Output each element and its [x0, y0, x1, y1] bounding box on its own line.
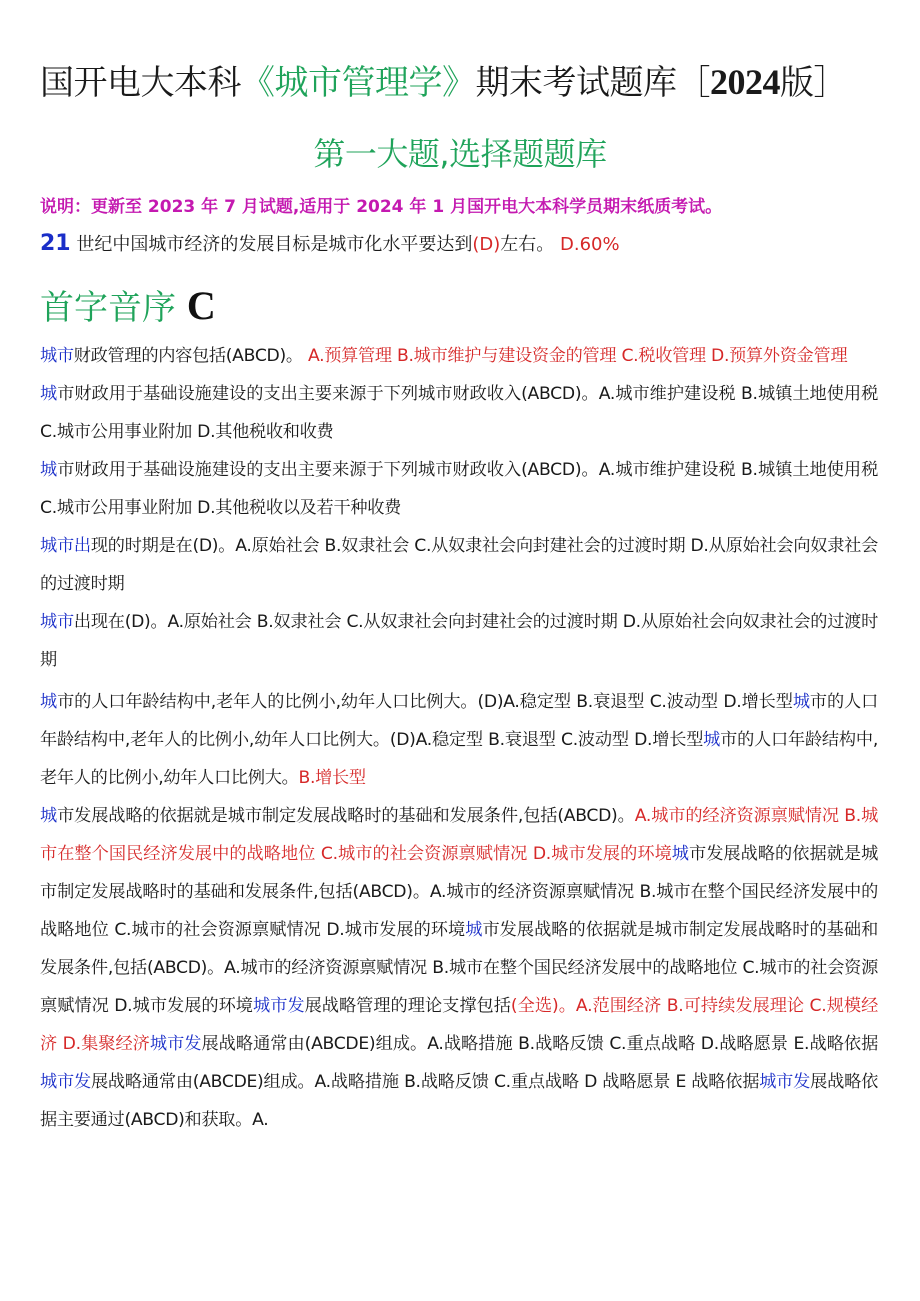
keyword: 城市发	[759, 1072, 811, 1092]
question-text: 市发展战略的依据就是城市制定发展战略时的基础和发展条件,包括(ABCD)。	[57, 806, 635, 826]
list-item	[40, 797, 878, 1139]
keyword: 城	[40, 806, 58, 826]
question-text: 展战略管理的理论支撑包括	[304, 996, 511, 1016]
question-text: 市发展战略的依据就是城市制定发展战略时的基础和发展条件,包括(ABCD)。A.城市的经济资源禀赋情况 B.城市在整个国民经济发展中的战略地位 C.城市的社会资源禀赋情况 D.城市发展的环境	[40, 844, 879, 940]
question-text: 市财政用于基础设施建设的支出主要来源于下列城市财政收入(ABCD)。A.城市维护建设税 B.城镇土地使用税 C.城市公用事业附加 D.其他税收以及若干种收费	[40, 460, 878, 518]
keyword: 城市	[40, 612, 74, 632]
question-option: D.60%	[560, 234, 620, 255]
section-label: 首字音序	[40, 288, 176, 328]
title-course: 《城市管理学》	[241, 63, 476, 103]
question-text: 出现在(D)。A.原始社会 B.奴隶社会 C.从奴隶社会向封建社会的过渡时期 D.从原始社会向奴隶社会的过渡时期	[40, 612, 878, 670]
letter-section-heading	[40, 282, 216, 332]
list-item	[40, 375, 878, 451]
list-item	[40, 451, 878, 527]
question-text: 展战略通常由(ABCDE)组成。A.战略措施 B.战略反馈 C.重点战略 D 战略愿景 E 战略依据	[90, 1072, 760, 1092]
question-answer: (D)	[472, 234, 501, 255]
question-21	[40, 230, 900, 259]
list-item	[40, 603, 878, 679]
question-text: 市的人口年龄结构中,老年人的比例小,幼年人口比例大。	[40, 730, 878, 788]
question-text: 财政管理的内容包括(ABCD)。	[73, 346, 303, 366]
answer-text: B.增长型	[298, 768, 366, 788]
list-item	[40, 337, 878, 375]
keyword: 城市出	[40, 536, 91, 556]
list-item	[40, 527, 878, 603]
list-item	[40, 683, 878, 797]
question-list	[40, 337, 878, 1139]
title-prefix: 国开电大本科	[40, 63, 241, 103]
question-text: 市财政用于基础设施建设的支出主要来源于下列城市财政收入(ABCD)。A.城市维护建设税 B.城镇土地使用税 C.城市公用事业附加 D.其他税收和收费	[40, 384, 878, 442]
title-year: 2024	[710, 62, 780, 102]
question-text: 世纪中国城市经济的发展目标是城市化水平要达到	[76, 234, 473, 255]
question-text: 展战略通常由(ABCDE)组成。A.战略措施 B.战略反馈 C.重点战略 D.战略愿景 E.战略依据	[201, 1034, 878, 1054]
question-tail: 左右。	[500, 234, 555, 255]
keyword: 城	[40, 692, 58, 712]
title-end: 版］	[780, 63, 847, 103]
section-heading: 第一大题,选择题题库	[313, 135, 607, 173]
keyword: 城市发	[40, 1072, 91, 1092]
description-note: 说明：更新至 2023 年 7 月试题,适用于 2024 年 1 月国开电大本科学员期末纸质考试。	[40, 197, 723, 217]
keyword: 城	[465, 920, 483, 940]
question-text: 市的人口年龄结构中,老年人的比例小,幼年人口比例大。(D)A.稳定型 B.衰退型 C.波动型 D.增长型	[57, 692, 793, 712]
keyword: 城市	[40, 346, 74, 366]
question-text: 市的人口年龄结构中,老年人的比例小,幼年人口比例大。(D)A.稳定型 B.衰退型 C.波动型 D.增长型	[40, 692, 879, 750]
page-title	[40, 60, 900, 105]
answer-text: A.城市的经济资源禀赋情况 B.城市在整个国民经济发展中的战略地位 C.城市的社会资源禀赋情况 D.城市发展的环境	[40, 806, 879, 864]
answer-text: (全选)。A.范围经济 B.可持续发展理论 C.规模经济 D.集聚经济	[40, 996, 879, 1054]
question-text: 展战略依据主要通过(ABCD)和获取。A.	[40, 1072, 878, 1130]
section-letter: C	[186, 283, 216, 328]
keyword: 城	[792, 692, 810, 712]
keyword: 城市发	[149, 1034, 202, 1054]
keyword: 城	[703, 730, 721, 750]
keyword: 城	[40, 384, 58, 404]
keyword: 城	[40, 460, 58, 480]
keyword: 城	[671, 844, 689, 864]
answer-text: A.预算管理 B.城市维护与建设资金的管理 C.税收管理 D.预算外资金管理	[307, 346, 848, 366]
title-suffix: 期末考试题库［	[475, 63, 710, 103]
question-number: 21	[40, 231, 71, 256]
keyword: 城市发	[253, 996, 305, 1016]
question-text: 现的时期是在(D)。A.原始社会 B.奴隶社会 C.从奴隶社会向封建社会的过渡时期 D.从原始社会向奴隶社会的过渡时期	[40, 536, 878, 594]
question-text: 市发展战略的依据就是城市制定发展战略时的基础和发展条件,包括(ABCD)。A.城市的经济资源禀赋情况 B.城市在整个国民经济发展中的战略地位 C.城市的社会资源禀赋情况 D.城市发展的环境	[40, 920, 878, 1016]
